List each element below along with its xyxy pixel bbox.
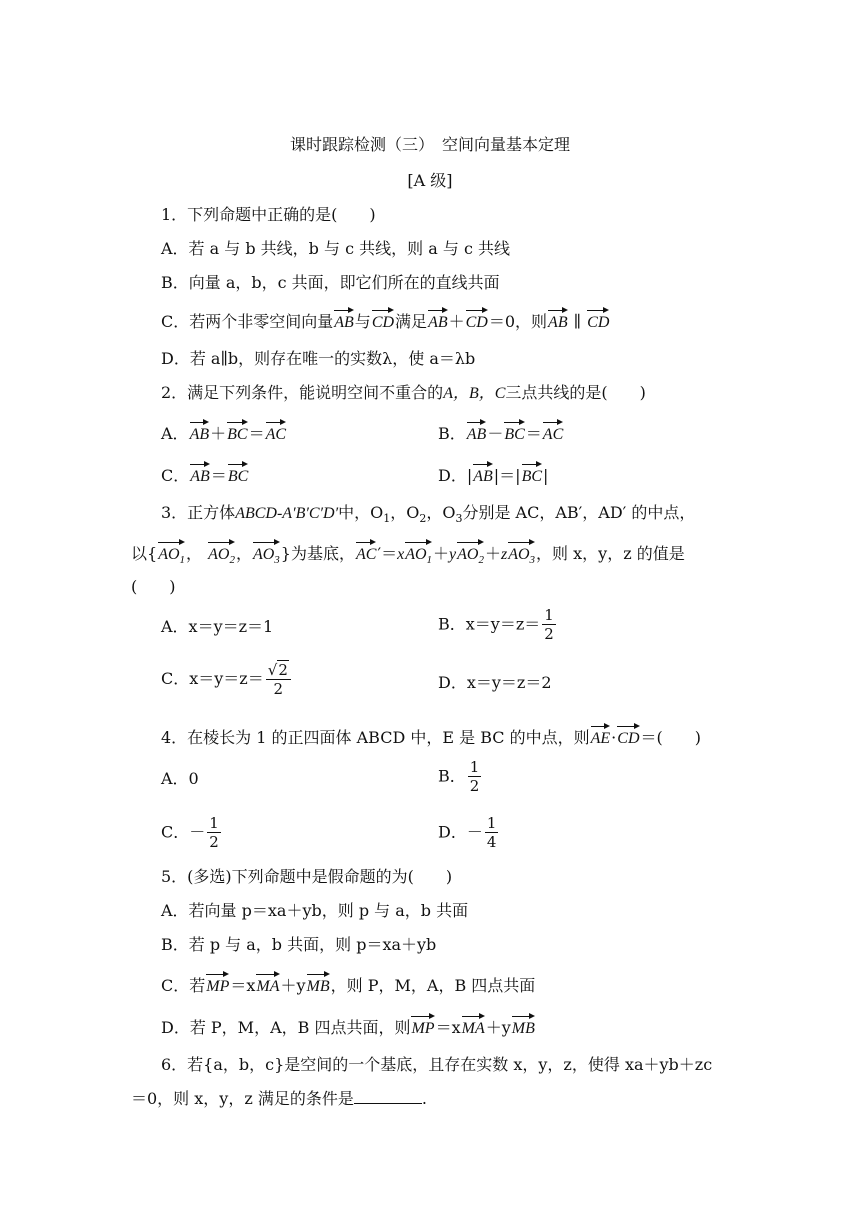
q4-stem: 4．在棱长为 1 的正四面体 ABCD 中，E 是 BC 的中点，则AE·CD＝( ) [161, 722, 701, 749]
vector-AB: AB [428, 306, 448, 330]
q1-option-b: B．向量 a，b，c 共面，即它们所在的直线共面 [161, 273, 500, 292]
fraction-one-quarter: $\frac{1}{4}$ [486, 814, 497, 851]
q3-option-c: C．x＝y＝z＝ $\frac{√2}{2}$ [161, 660, 293, 698]
vector-CD: CD [372, 306, 394, 330]
q5-option-c: C．若MP＝xMA＋yMB，则 P，M，A，B 四点共面 [161, 970, 535, 997]
vector-CD: CD [466, 306, 488, 330]
vector-BC: BC [228, 460, 248, 484]
q1-option-a: A．若 a 与 b 共线，b 与 c 共线，则 a 与 c 共线 [161, 239, 510, 258]
vector-AO3: $AO_3$ [253, 538, 280, 568]
q4-option-b: B． $\frac{1}{2}$ [438, 758, 480, 795]
vector-AO2: $AO_2$ [457, 538, 484, 568]
vector-MB: MB [307, 970, 330, 994]
vector-MB: MB [512, 1012, 535, 1036]
q5-option-d: D．若 P，M，A，B 四点共面，则MP＝xMA＋yMB [161, 1012, 536, 1039]
q5-stem: 5．(多选)下列命题中是假命题的为( ) [161, 867, 453, 886]
q4-option-c: C．－ $\frac{1}{2}$ [161, 814, 219, 851]
vector-AB: AB [334, 306, 354, 330]
q3-line-3: ( ) [131, 577, 176, 596]
vector-MA: MA [462, 1012, 485, 1036]
fraction-sqrt2-half: $\frac{√2}{2}$ [266, 660, 291, 698]
q1-option-c: C．若两个非零空间向量AB与CD满足AB＋CD＝0，则AB ∥ CD [161, 306, 610, 333]
vector-AE: AE [591, 722, 611, 746]
q2-option-c: C．AB＝BC [161, 460, 249, 487]
q3-option-a: A．x＝y＝z＝1 [161, 617, 274, 636]
q3-line-2: 以{$AO_1$， $AO_2$，$AO_3$}为基底，AC′＝xAO$_1$＋yAO$_2$＋zAO$_3$，则 x，y，z 的值是 [131, 538, 685, 568]
vector-AO2: $AO_2$ [208, 538, 235, 568]
q6-line-1: 6．若{a，b，c}是空间的一个基底，且存在实数 x，y，z，使得 xa＋yb＋zc [161, 1055, 713, 1074]
q5-option-b: B．若 p 与 a，b 共面，则 p＝xa＋yb [161, 935, 437, 954]
q2-option-b: B．AB－BC＝AC [438, 418, 564, 445]
vector-MA: MA [256, 970, 279, 994]
q3-option-d: D．x＝y＝z＝2 [438, 673, 552, 692]
q4-option-a: A．0 [161, 769, 199, 788]
vector-AB: AB [473, 460, 493, 484]
vector-AO1: $AO_1$ [405, 538, 432, 568]
level-heading: [A 级] [407, 171, 453, 190]
q6-line-2: ＝0，则 x，y，z 满足的条件是 . [131, 1089, 427, 1108]
fraction-one-half: $\frac{1}{2}$ [209, 814, 219, 851]
q3-option-b: B．x＝y＝z＝ $\frac{1}{2}$ [438, 606, 554, 643]
q4-option-d: D．－ $\frac{1}{4}$ [438, 814, 497, 851]
q3-line-1: 3．正方体ABCD-A′B′C′D′中，$O_1$，$O_2$，$O_3$分别是 AC，AB′，AD′ 的中点， [161, 503, 696, 526]
vector-AB: AB [190, 460, 210, 484]
vector-BC: BC [227, 418, 247, 442]
vector-BC: BC [522, 460, 542, 484]
vector-MP: MP [206, 970, 229, 994]
q1-option-d: D．若 a∥b，则存在唯一的实数λ，使 a＝λb [161, 349, 476, 368]
vector-AB: AB [190, 418, 210, 442]
q2-option-a: A．AB＋BC＝AC [161, 418, 287, 445]
vector-AO3: $AO_3$ [508, 538, 535, 568]
fraction-one-half: $\frac{1}{2}$ [469, 758, 480, 795]
vector-AC: AC [266, 418, 286, 442]
vector-AB: AB [548, 306, 568, 330]
q5-option-a: A．若向量 p＝xa＋yb，则 p 与 a，b 共面 [161, 901, 469, 920]
vector-BC: BC [504, 418, 524, 442]
q2-option-d: D．|AB|＝|BC| [438, 460, 548, 487]
page-title: 课时跟踪检测（三） 空间向量基本定理 [289, 135, 570, 154]
vector-MP: MP [411, 1012, 434, 1036]
q2-stem: 2．满足下列条件，能说明空间不重合的A，B，C三点共线的是( ) [161, 383, 646, 402]
vector-AB: AB [467, 418, 487, 442]
vector-AO1: $AO_1$ [158, 538, 185, 568]
vector-ACprime: AC [356, 538, 376, 562]
answer-blank[interactable] [354, 1089, 422, 1104]
vector-AC: AC [543, 418, 563, 442]
vector-CD: CD [617, 722, 639, 746]
vector-CD: CD [587, 306, 609, 330]
fraction-one-half: $\frac{1}{2}$ [544, 606, 554, 643]
q1-stem: 1．下列命题中正确的是( ) [161, 205, 376, 224]
